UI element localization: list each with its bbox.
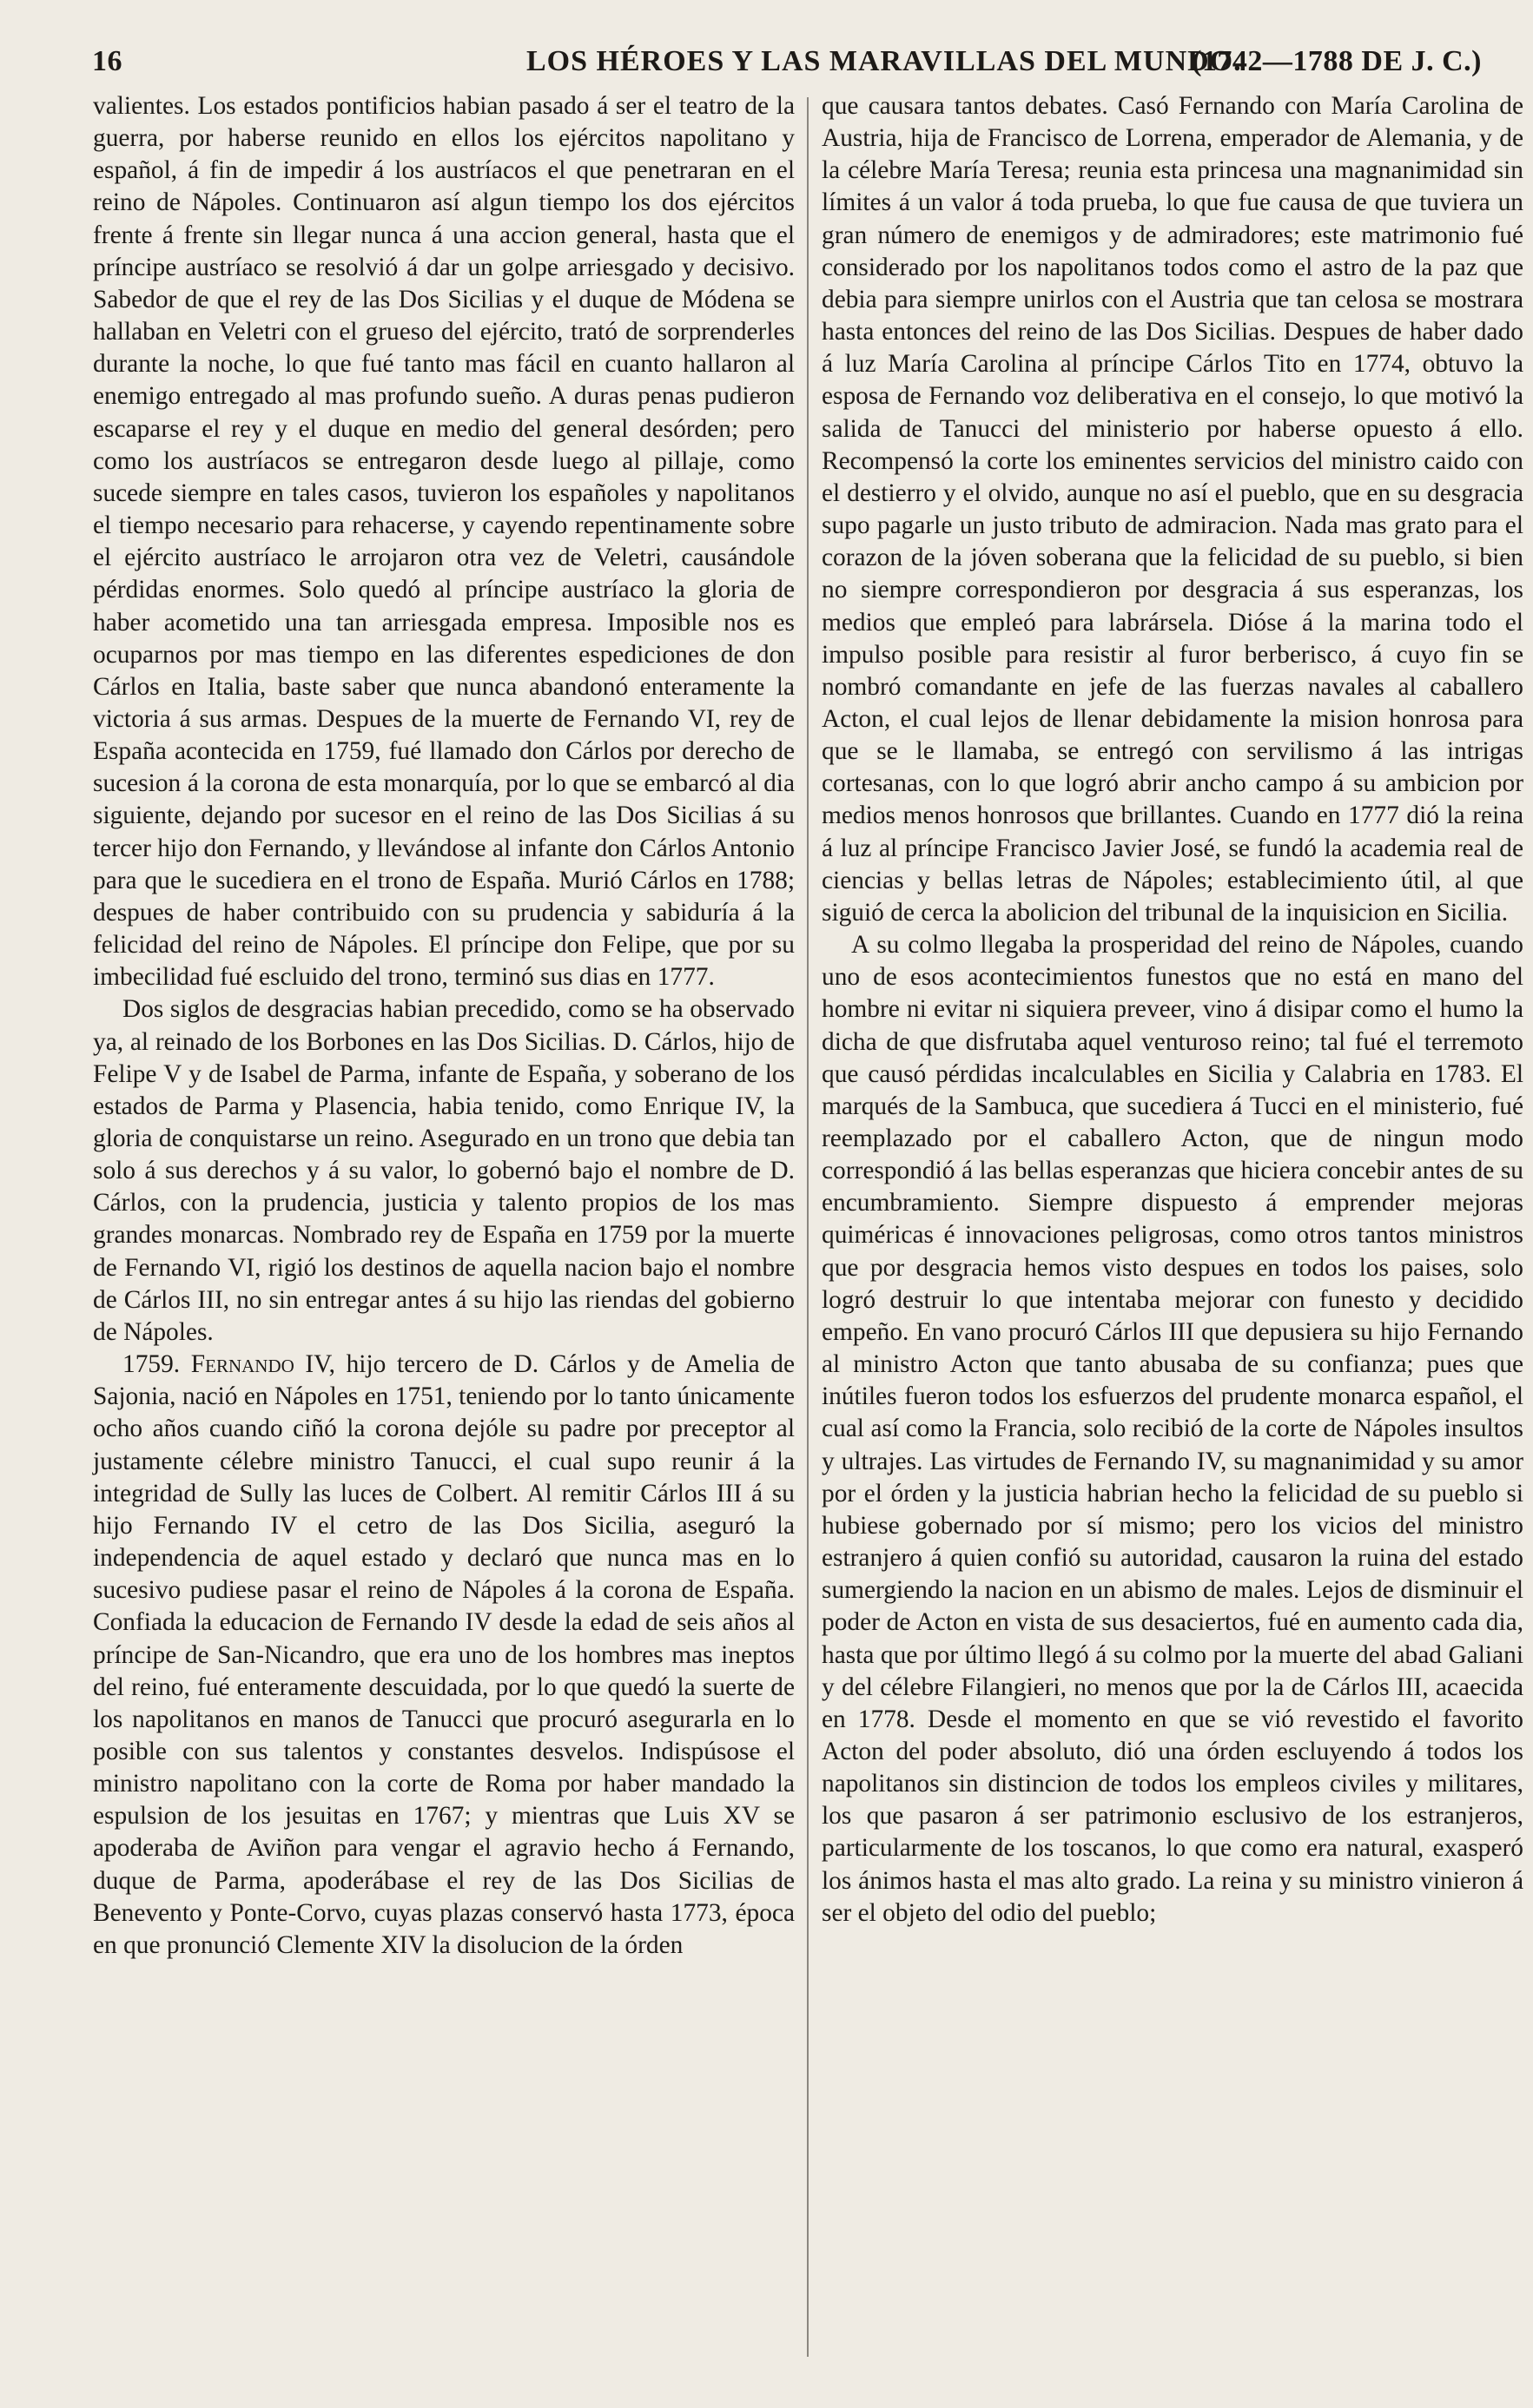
entry-name: Fernando IV, — [190, 1350, 335, 1379]
paragraph: Dos siglos de desgracias habian precedido, como se ha observado ya, al reinado de los Borbones en las Dos Sicilias. D. Cárlos, hijo de Felipe V y de Isabel de Parma, infante de España, y soberano de los estados de Parma y Plasencia, habia tenido, como Enrique IV, la gloria de conquistarse un reino. Asegurado en un trono que debia tan solo á sus derechos y á su valor, lo gobernó bajo el nombre de D. Cárlos, con la prudencia, justicia y talento propios de los mas grandes monarcas. Nombrado rey de España en 1759 por la muerte de Fernando VI, rigió los destinos de aquella nacion bajo el nombre de Cárlos III, no sin entregar antes á su hijo las riendas del gobierno de Nápoles. — [93, 995, 796, 1346]
running-header — [92, 45, 1482, 87]
running-dates: (1742—1788 DE J. C.) — [1192, 45, 1482, 77]
right-column — [822, 90, 1523, 1930]
paragraph: que causara tantos debates. Casó Fernando con María Carolina de Austria, hija de Francisco de Lorrena, emperador de Alemania, y de la célebre María Teresa; reunia esta princesa una magnanimidad sin límites á un valor á toda prueba, lo que fue causa de que tuviera un gran número de enemigos y de admiradores; este matrimonio fué considerado por los napolitanos todos como el astro de la paz que debia para siempre unirlos con el Austria que tan celosa se mostrara hasta entonces del reino de las Dos Sicilias. Despues de haber dado á luz María Carolina al príncipe Cárlos Tito en 1774, obtuvo la esposa de Fernando voz deliberativa en el consejo, lo que motivó la salida de Tanucci del ministerio por haberse opuesto á ello. Recompensó la corte los eminentes servicios del ministro caido con el destierro y el olvido, aunque no así el pueblo, que en su desgracia supo pagarle un justo tributo de admiracion. Nada mas grato para el corazon de la jóven soberana que la felicidad de su pueblo, si bien no siempre correspondieron por desgracia á sus esperanzas, los medios que empleó para labrársela. Dióse á la marina todo el impulso posible para resistir al furor berberisco, á cuyo fin se nombró comandante en jefe de las fuerzas navales al caballero Acton, el cual lejos de llenar debidamente la mision honrosa para que se le llamaba, se entregó con servilismo á las intrigas cortesanas, con lo que logró abrir ancho campo á su ambicion por medios menos honrosos que brillantes. Cuando en 1777 dió la reina á luz al príncipe Francisco Javier José, se fundó la academia real de ciencias y bellas letras de Nápoles; establecimiento útil, al que siguió de cerca la abolicion del tribunal de la inquisicion en Sicilia. — [822, 92, 1523, 927]
left-column — [93, 90, 795, 1962]
paragraph — [93, 1349, 795, 1962]
page-number: 16 — [92, 45, 122, 77]
running-title: LOS HÉROES Y LAS MARAVILLAS DEL MUNDO. — [526, 45, 1242, 77]
paragraph: valientes. Los estados pontificios habian pasado á ser el teatro de la guerra, por haberse reunido en ellos los ejércitos napolitano y español, á fin de impedir á los austríacos el que penetraran en el reino de Nápoles. Continuaron así algun tiempo los dos ejércitos frente á frente sin llegar nunca á una accion general, hasta que el príncipe austríaco se resolvió á dar un golpe arriesgado y decisivo. Sabedor de que el rey de las Dos Sicilias y el duque de Módena se hallaban en Veletri con el grueso del ejército, trató de sorprenderles durante la noche, lo que fué tanto mas fácil en cuanto hallaron al enemigo entregado al mas profundo sueño. A duras penas pudieron escaparse el rey y el duque en medio del general desórden; pero como los austríacos se entregaron desde luego al pillaje, como sucede siempre en tales casos, tuvieron los españoles y napolitanos el tiempo necesario para rehacerse, y cayendo repentinamente sobre el ejército austríaco le arrojaron otra vez de Veletri, causándole pérdidas enormes. Solo quedó al príncipe austríaco la gloria de haber acometido una tan arriesgada empresa. Imposible nos es ocuparnos por mas tiempo en las diferentes espediciones de don Cárlos en Italia, baste saber que nunca abandonó enteramente la victoria á sus armas. Despues de la muerte de Fernando VI, rey de España acontecida en 1759, fué llamado don Cárlos por derecho de sucesion á la corona de esta monarquía, por lo que se embarcó al dia siguiente, dejando por sucesor en el reino de las Dos Sicilias á su tercer hijo don Fernando, y llevándose al infante don Cárlos Antonio para que le sucediera en el trono de España. Murió Cárlos en 1788; despues de haber contribuido con su prudencia y sabiduría á la felicidad del reino de Nápoles. El príncipe don Felipe, que por su imbecilidad fué escluido del trono, terminó sus dias en 1777. — [93, 92, 795, 992]
paragraph-text: hijo tercero de D. Cárlos y de Amelia de Sajonia, nació en Nápoles en 1751, teniendo por lo tanto únicamente ocho años cuando ciñó la corona dejóle su padre por preceptor al justamente célebre ministro Tanucci, el cual supo reunir á la integridad de Sully las luces de Colbert. Al remitir Cárlos III á su hijo Fernando IV el cetro de las Dos Sicilia, aseguró la independencia de aquel estado y declaró que nunca mas en lo sucesivo pudiese pasar el reino de Nápoles á la corona de España. Confiada la educacion de Fernando IV desde la edad de seis años al príncipe de San-Nicandro, que era uno de los hombres mas ineptos del reino, fué enteramente descuidada, por lo que quedó la suerte de los napolitanos en manos de Tanucci que procuró asegurarla en lo posible con sus talentos y constantes desvelos. Indispúsose el ministro napolitano con la corte de Roma por haber mandado la espulsion de los jesuitas en 1767; y mientras que Luis XV se apoderaba de Aviñon para vengar el agravio hecho á Fernando, duque de Parma, apoderábase el rey de las Dos Sicilias de Benevento y Ponte-Corvo, cuyas plazas conservó hasta 1773, época en que pronunció Clemente XIV la disolucion de la órden — [93, 1350, 796, 1959]
column-divider — [807, 97, 809, 2357]
paragraph: A su colmo llegaba la prosperidad del reino de Nápoles, cuando uno de esos acontecimientos funestos que no está en mano del hombre ni evitar ni siquiera preveer, vino á disipar como el humo la dicha de que disfrutaba aquel venturoso reino; tal fué el terremoto que causó pérdidas incalculables en Sicilia y Calabria en 1783. El marqués de la Sambuca, que sucediera á Tucci en el ministerio, fué reemplazado por el caballero Acton, que de ningun modo correspondió á las bellas esperanzas que hiciera concebir antes de su encumbramiento. Siempre dispuesto á emprender mejoras quiméricas é innovaciones peligrosas, como otros tantos ministros que por desgracia hemos visto despues en todos los paises, solo logró destruir lo que intentaba mejorar con funesto y decidido empeño. En vano procuró Cárlos III que depusiera su hijo Fernando al ministro Acton que tanto abusaba de su confianza; pues que inútiles fueron todos los esfuerzos del prudente monarca español, el cual así como la Francia, solo recibió de la corte de Nápoles insultos y ultrajes. Las virtudes de Fernando IV, su magnanimidad y su amor por el órden y la justicia habrian hecho la felicidad de su pueblo si hubiese gobernado por sí mismo; pero los vicios del ministro estranjero á quien confió su autoridad, causaron la ruina del estado sumergiendo la nacion en un abismo de males. Lejos de disminuir el poder de Acton en vista de sus desaciertos, fué en aumento cada dia, hasta que por último llegó á su colmo por la muerte del abad Galiani y del célebre Filangieri, no menos que por la de Cárlos III, acaecida en 1778. Desde el momento en que se vió revestido el favorito Acton del poder absoluto, dió una órden escluyendo á todos los napolitanos sin distincion de todos los empleos civiles y militares, los que pasaron á ser patrimonio esclusivo de los estranjeros, particularmente de los toscanos, lo que como era natural, exasperó los ánimos hasta el mas alto grado. La reina y su ministro vinieron á ser el objeto del odio del pueblo; — [822, 931, 1523, 1927]
year-lead: 1759. — [122, 1350, 191, 1379]
